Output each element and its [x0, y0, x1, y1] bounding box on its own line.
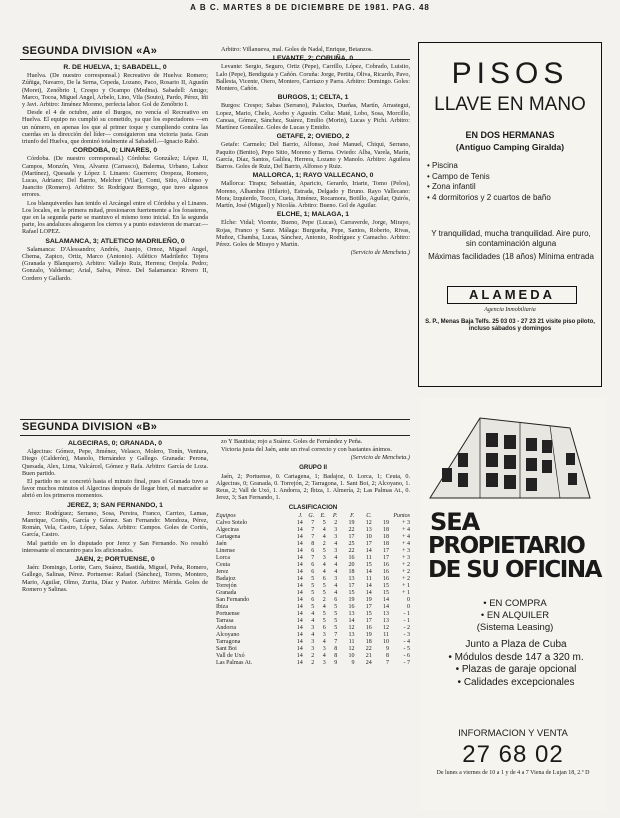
standings-value: 19 [348, 596, 355, 603]
standings-value: 5 [322, 582, 326, 589]
news-credit: (Servicio de Mencheta.) [350, 454, 410, 462]
division-b-column-1 [22, 438, 208, 808]
standings-value: 5 [311, 589, 315, 596]
standings-value: 4 [322, 526, 326, 533]
standings-row [216, 562, 410, 569]
ad-pisos-highlight: Máximas facilidades (18 años) Mínima entrada [428, 252, 594, 261]
standings-value: 18 [383, 540, 390, 547]
standings-value: 13 [365, 526, 372, 533]
ad-pisos-title: PISOS [451, 57, 569, 90]
standings-value: 10 [365, 533, 372, 540]
standings-value: 14 [365, 547, 372, 554]
standings-value: 4 [334, 561, 338, 568]
standings-value: - 4 [403, 638, 410, 645]
ad-pisos-location-detail: (Antiguo Camping Giralda) [455, 142, 565, 152]
standings-value: 2 [334, 519, 338, 526]
standings-value: 3 [334, 526, 338, 533]
team-name: Andorra [216, 624, 236, 631]
standings-value: 14 [296, 547, 303, 554]
standings-value: 14 [296, 568, 303, 575]
standings-value: 3 [334, 575, 338, 582]
group-heading: CLASIFICACION [288, 503, 338, 511]
standings-value: 7 [334, 638, 338, 645]
standings-value: 3 [322, 554, 326, 561]
standings-row [216, 632, 410, 639]
ad-oficina-feature: • Calidades excepcionales [457, 676, 575, 688]
ad-oficina-features [428, 639, 604, 689]
standings-row [216, 555, 410, 562]
standings-value: 2 [311, 659, 315, 666]
match-heading: SALAMANCA, 3; ATLETICO MADRILEÑO, 0 [45, 237, 185, 245]
standings-value: 11 [365, 575, 372, 582]
ad-oficina-option: • EN COMPRA [483, 598, 547, 609]
standings-value: 11 [348, 638, 355, 645]
standings-value: 13 [383, 617, 390, 624]
standings-value: 16 [348, 603, 355, 610]
standings-row [216, 597, 410, 604]
standings-value: 19 [348, 519, 355, 526]
standings-value: 7 [334, 631, 338, 638]
standings-value: + 2 [402, 575, 410, 582]
standings-value: + 4 [402, 533, 410, 540]
standings-value: 5 [322, 589, 326, 596]
standings-value: 3 [311, 624, 315, 631]
standings-value: 5 [311, 575, 315, 582]
standings-row [216, 625, 410, 632]
standings-value: 4 [334, 554, 338, 561]
standings-row [216, 604, 410, 611]
group-heading: GRUPO II [299, 463, 327, 471]
standings-value: 5 [334, 603, 338, 610]
standings-value: 19 [383, 519, 390, 526]
match-heading: ALGECIRAS, 0; GRANADA, 0 [67, 440, 163, 447]
standings-row [216, 639, 410, 646]
standings-value: + 1 [402, 582, 410, 589]
article-paragraph: Huelva. (De nuestro corresponsal.) Recreativo de Huelva: Romero; Zúñiga, Navarro, De la Serna, Cepeda, Lozano, Paco, Rosario II, Agustín (Moret), Zenóbrio I, Crespo y Ocampo (Medina). Sabadell: Amigo; Marco, Tocoa, Miguel Angel, Arbelo, Lino, Vila (Souto), Pardo, Pérez, Iñi y Javi. Arbitro: Jiménez Moreno, perfecta labor. Gol de Zenóbrio I. [22, 72, 208, 109]
standings-value: 4 [334, 582, 338, 589]
standings-value: 10 [383, 638, 390, 645]
ad-pisos-location: EN DOS HERMANAS [465, 130, 555, 140]
standings-row [216, 660, 410, 667]
article-paragraph: Jerez: Rodríguez; Serrano, Sosa, Pereira, Franco, Carrizo, Lamas, Manrique, Cortés, García y Gómez. San Fernando: Mendoza, Pérez, Román, Vela, Castro, López, Salas. Arbitro: Campos. Goles de Cortés, García, Castro. [22, 509, 208, 539]
standings-header-cell: Equipos [216, 512, 236, 519]
ad-oficina-headline-2: PROPIETARIO DE SU OFICINA [428, 533, 601, 583]
ad-pisos-paragraph: Y tranquilidad, mucha tranquilidad. Aire puro, sin contaminación alguna [431, 229, 591, 248]
team-name: Sant Boi [216, 645, 237, 652]
standings-value: 14 [296, 589, 303, 596]
standings-value: 14 [296, 519, 303, 526]
standings-row [216, 653, 410, 660]
standings-value: 5 [322, 610, 326, 617]
ad-pisos-feature: • Campo de Tenis [427, 172, 597, 183]
team-name: Las Palmas At. [216, 659, 253, 666]
article-paragraph: zo Y Bautista; rojo a Suárez. Goles de Fernández y Peña. [221, 438, 363, 445]
standings-value: 7 [311, 519, 315, 526]
standings-value: - 3 [403, 631, 410, 638]
standings-value: + 1 [402, 589, 410, 596]
standings-value: 6 [322, 575, 326, 582]
standings-value: 8 [386, 652, 390, 659]
match-heading: MALLORCA, 1; RAYO VALLECANO, 0 [252, 172, 374, 180]
article-paragraph: Salamanca: D'Alessandro; Andrés, Juanjo, Ornoz, Miguel Angel, Chema, Zapico, Ortiz, Marco (Antonio). Atlético Madrileño: Tejera (Granada y Blanquero). Arbitro: Vallejo Ruiz, Herrera; Orejola. Pedro; Gonzalo, Valdemar; Arial, Salva, Pérez. Del Salamanca: Rivero II, Cordero y Gallardo. [22, 245, 208, 282]
team-name: San Fernando [216, 596, 250, 603]
standings-value: 12 [365, 519, 372, 526]
division-b-rule [20, 435, 410, 436]
standings-value: 11 [365, 554, 372, 561]
division-b-column-2 [216, 438, 410, 810]
team-name: Portuense [216, 610, 240, 617]
division-b-top-rule [20, 419, 410, 420]
standings-value: 6 [311, 596, 315, 603]
standings-header-cell: J. [298, 512, 303, 519]
standings-header-cell: Puntos [393, 512, 410, 519]
standings-value: 4 [322, 533, 326, 540]
standings-value: 18 [383, 526, 390, 533]
ad-pisos-feature: • Zona infantil [427, 182, 597, 193]
standings-value: 17 [348, 533, 355, 540]
standings-value: 14 [296, 603, 303, 610]
standings-value: 17 [383, 554, 390, 561]
match-heading: BURGOS, 1; CELTA, 1 [277, 94, 349, 102]
page-header: A B C. MARTES 8 DE DICIEMBRE DE 1981. PAG. 48 [190, 3, 430, 12]
standings-row [216, 590, 410, 597]
standings-value: 3 [311, 645, 315, 652]
standings-value: 16 [383, 575, 390, 582]
standings-value: 5 [311, 582, 315, 589]
standings-header-cell: E. [320, 512, 326, 519]
standings-value: 2 [322, 540, 326, 547]
standings-value: + 3 [402, 554, 410, 561]
team-name: Jaén [216, 540, 227, 547]
standings-value: + 3 [402, 547, 410, 554]
article-paragraph: Elche: Vidal; Vicente, Bueno, Pepe (Lucas), Carraverde, Jorge, Mirayo, Rojas, Franco y Sanz. Málaga: Burgueña, Pepe, Santos, Roberto, Rivas, Muñoz, Chamba, Lucas, Sánchez, Antonio, Rodríguez y Camacho. Arbitro: Pérez. Goles de Mirayo y Martín. [216, 219, 410, 249]
article-paragraph: Mal partido en lo disputado por Jerez y San Fernando. No resultó interesante el encuentro para los aficionados. [22, 539, 208, 554]
standings-value: 2 [311, 652, 315, 659]
standings-value: 14 [348, 617, 355, 624]
standings-row [216, 520, 410, 527]
article-paragraph: Getafe: Carmelo; Del Barrio, Alfonso, José Manuel, Chiqui, Serrano, Paquito (Benito), Pepo Sitio, Moreno y Berna. Oviedo: Alba, Varela, Marín, García, Díaz, Santos, Galilea, Herrera, Lozano y Manolo. Arbitro: Aguilera Barros. Goles de Ruiz, Del Barrio, Alfonso y Ruiz. [216, 141, 410, 171]
division-a-column-2 [216, 46, 410, 418]
ad-pisos-features [427, 161, 597, 203]
standings-value: 5 [334, 610, 338, 617]
standings-value: 5 [322, 519, 326, 526]
team-name: Granada [216, 589, 237, 596]
article-paragraph: Córdoba. (De nuestro corresponsal.) Córdoba: González; López II, Campos, Monzón, Vera, Alvarez (Carrasco), Balerma, Urbano, Lahoz (Martínez), Quesada y López I. Linares: Guerrero; Oropeza, Romero, Lucas, Adriano; Del Barrio, Melchor (Vilar), Comi, Sitio, Alfonso y Juancito (Romero). Arbitro: Sr. Rodríguez Borrego, que tuvo algunos errores. [22, 155, 208, 199]
standings-value: 8 [334, 645, 338, 652]
standings-value: + 4 [402, 540, 410, 547]
standings-value: 16 [348, 554, 355, 561]
standings-value: 14 [296, 652, 303, 659]
article-paragraph: Burgos: Crespo; Sabas (Serrano), Palacios, Dueñas, Martín, Arrastegui, Lopez, Mario, Chelo, Acebo y Agustín. Celta: Maté, Lobo, Sosa, Morcillo, Canoas, Gómez, Sánchez, Suárez, Emilio (Morin), Lucas y Pichi. Arbitro: Martínez González. Goles de Lucas y Emidio. [216, 102, 410, 132]
standings-row [216, 576, 410, 583]
standings-value: 14 [296, 554, 303, 561]
standings-value: 14 [365, 582, 372, 589]
standings-value: - 2 [403, 624, 410, 631]
standings-value: 4 [334, 540, 338, 547]
article-paragraph: Jaén: Domingo, Lorite, Caro, Suárez, Bastida, Miguel, Peña, Romero, Gallego, Salinas, Pérez. Portuense: Rafael (Sánchez), Torres, Montero, Mario, Aguilar, Olmo, Zurita, Díaz y Pastor. Arbitro: Mérida. Goles de Romero y Salinas. [22, 564, 208, 593]
standings-value: 14 [365, 589, 372, 596]
ad-oficina-feature: • Plazas de garaje opcional [455, 664, 577, 675]
standings-row [216, 534, 410, 541]
standings-row [216, 527, 410, 534]
article-paragraph: Victoria justa del Jaén, ante un rival correcto y con bastantes ánimos. [221, 446, 392, 454]
standings-value: 14 [365, 568, 372, 575]
standings-value: 9 [334, 659, 338, 666]
standings-value: 6 [334, 596, 338, 603]
standings-value: 14 [296, 638, 303, 645]
standings-value: 5 [334, 617, 338, 624]
standings-table [216, 513, 410, 667]
article-paragraph: Algeciras: Gómez, Pepe, Jiménez, Velasco, Molero, Tonín, Ventura, Diego (Calderón), Manolo, Hernández y Gallego. Granada: Perona, Quesada, Alex, Lima, Valcárcel, Gómez y Rafa. Arbitro: García de Loza. Buen partido. [22, 448, 208, 477]
standings-value: 15 [365, 610, 372, 617]
standings-value: 4 [322, 561, 326, 568]
standings-value: 14 [296, 631, 303, 638]
team-name: Cartagena [216, 533, 241, 540]
standings-value: + 2 [402, 568, 410, 575]
standings-value: + 4 [402, 526, 410, 533]
standings-value: 14 [296, 533, 303, 540]
ad-oficina-options [430, 598, 600, 634]
standings-value: 0 [407, 596, 410, 603]
standings-value: 13 [348, 575, 355, 582]
division-a-column-1 [22, 62, 208, 418]
standings-value: 16 [383, 568, 390, 575]
standings-value: 14 [296, 610, 303, 617]
team-name: Tarragona [216, 638, 241, 645]
team-name: Torrejón [216, 582, 237, 589]
standings-value: 3 [322, 659, 326, 666]
standings-value: 13 [348, 631, 355, 638]
standings-value: 17 [383, 547, 390, 554]
standings-value: 4 [322, 568, 326, 575]
ad-oficina [420, 398, 606, 810]
standings-value: 15 [383, 582, 390, 589]
standings-value: 3 [322, 645, 326, 652]
standings-value: 13 [383, 610, 390, 617]
ad-oficina-feature: • Módulos desde 147 a 320 m. [448, 651, 584, 663]
team-name: Ceuta [216, 561, 230, 568]
ad-oficina-option: (Sistema Leasing) [476, 622, 554, 633]
ad-pisos-feature: • Piscina [427, 161, 597, 172]
standings-value: 4 [311, 617, 315, 624]
ad-pisos-subtitle: LLAVE EN MANO [434, 94, 586, 115]
standings-value: 22 [348, 547, 355, 554]
standings-row [216, 548, 410, 555]
standings-value: 14 [383, 596, 390, 603]
standings-value: 8 [311, 540, 315, 547]
standings-value: 8 [334, 652, 338, 659]
ad-pisos [418, 42, 602, 387]
standings-value: 15 [348, 589, 355, 596]
standings-value: + 2 [402, 561, 410, 568]
ad-pisos-logo: ALAMEDA [447, 286, 577, 304]
standings-value: 15 [383, 589, 390, 596]
ad-oficina-option: • EN ALQUILER [480, 610, 550, 621]
standings-value: 14 [296, 617, 303, 624]
standings-row [216, 646, 410, 653]
article-paragraph: Los blanquiverdes han tenido el Arcángel entre el Córdoba y el Linares. Los locales, en la primera mitad, presionaron fuertemente a los forasteros, que en la segunda parte se mantuvo el mismo tono inicial. En la segunda parte, los andaluces ahogaron los cierres y a punto estuvieron de marcar.—Rafael LOPEZ. [22, 199, 208, 236]
standings-value: 5 [322, 617, 326, 624]
standings-value: 18 [383, 533, 390, 540]
standings-value: 4 [322, 603, 326, 610]
standings-value: 7 [311, 554, 315, 561]
standings-value: 21 [365, 652, 372, 659]
news-credit: (Servicio de Mencheta.) [350, 249, 410, 257]
match-heading: JAEN, 2; PORTUENSE, 0 [75, 556, 155, 564]
standings-row [216, 569, 410, 576]
standings-value: 9 [351, 659, 355, 666]
standings-value: 22 [365, 645, 372, 652]
team-name: Calvo Sotelo [216, 519, 248, 526]
standings-value: 14 [296, 540, 303, 547]
article-paragraph: Arbitro: Villanueva, mal. Goles de Nadal, Enrique, Betanzos. [221, 46, 373, 53]
standings-value: 7 [311, 526, 315, 533]
match-heading: GETAFE, 2; OVIEDO, 2 [276, 133, 350, 141]
standings-value: 14 [296, 645, 303, 652]
standings-value: 14 [296, 575, 303, 582]
standings-value: 4 [322, 638, 326, 645]
standings-value: 14 [383, 603, 390, 610]
match-heading: CORDOBA, 0; LINARES, 0 [72, 147, 158, 155]
division-a-title: SEGUNDA DIVISION «A» [22, 45, 158, 57]
standings-row [216, 618, 410, 625]
standings-value: 3 [311, 638, 315, 645]
ad-oficina-feature: Junto a Plaza de Cuba [465, 639, 567, 650]
standings-value: 3 [322, 631, 326, 638]
standings-value: 16 [365, 624, 372, 631]
standings-value: 17 [365, 540, 372, 547]
standings-value: 12 [383, 624, 390, 631]
standings-value: 14 [296, 596, 303, 603]
standings-value: 0 [407, 603, 410, 610]
match-heading: JEREZ, 3; SAN FERNANDO, 1 [67, 501, 163, 509]
standings-value: 13 [348, 610, 355, 617]
standings-value: 19 [365, 596, 372, 603]
standings-value: 14 [296, 561, 303, 568]
team-name: Tarrasa [216, 617, 234, 624]
standings-value: 17 [365, 617, 372, 624]
team-name: Linense [216, 547, 235, 554]
standings-value: 6 [311, 568, 315, 575]
match-heading: ELCHE, 1; MALAGA, 1 [276, 211, 350, 219]
standings-value: 7 [311, 533, 315, 540]
team-name: Alcoyano [216, 631, 240, 638]
office-building-illustration [420, 398, 606, 510]
standings-header-cell: C. [366, 512, 372, 519]
standings-header-cell: P. [332, 512, 338, 519]
article-paragraph: Desde el 4 de octubre, ante el Burgos, no vencía el Recreativo en Huelva. El equipo no cumplió su cometido, ya que los espectadores —en un número, en apenas los que al primer toque y cumpliendo contra las cuerdas en la dirección del líder— consiguieron una victoria justa. Gran triunfo del Huelva, que dominó totalmente al Sabadell.—Ignacio Rabó. [22, 109, 208, 146]
standings-value: 14 [296, 582, 303, 589]
standings-value: 4 [334, 589, 338, 596]
standings-value: 15 [365, 561, 372, 568]
match-heading: R. DE HUELVA, 1; SABADELL, 0 [63, 64, 167, 71]
standings-value: 5 [322, 547, 326, 554]
ad-pisos-feature: • 4 dormitorios y 2 cuartos de baño [427, 193, 597, 204]
ad-pisos-description [427, 229, 595, 262]
standings-value: 19 [365, 631, 372, 638]
standings-value: 9 [386, 645, 390, 652]
team-name: Lorca [216, 554, 230, 561]
standings-value: - 5 [403, 645, 410, 652]
standings-value: 4 [322, 652, 326, 659]
standings-value: 16 [383, 561, 390, 568]
ad-oficina-headline-1: SEA [430, 508, 480, 536]
standings-value: 6 [311, 561, 315, 568]
standings-value: - 1 [403, 610, 410, 617]
standings-value: 5 [334, 624, 338, 631]
standings-value: 24 [365, 659, 372, 666]
article-paragraph: Levante: Sergio, Seguro, Ortiz (Pepe), Carrillo, López, Cobrado, Luisito, Lalo (Pepe), Bendiguia y Cañón. Coruña: Jorge, Pertita, Oliva, Ricardo, Pavo, Ballesta, Vicente, Otero, Montero, Carriazo y Parra. Arbitro: Domingo. Goles: Montero, Cañón. [216, 63, 410, 93]
article-paragraph: El partido no se concretó hasta el minuto final, pues el Granada tuvo a favor muchos minutos el Algeciras después de llegar bien, el marcador se abrió en los primeros momentos. [22, 478, 208, 500]
standings-value: 12 [348, 624, 355, 631]
standings-value: 4 [311, 631, 315, 638]
standings-row [216, 583, 410, 590]
standings-value: 5 [311, 603, 315, 610]
standings-value: 18 [348, 568, 355, 575]
article-paragraph: Jaén, 2; Portuense, 0. Cartagena, 1; Badajoz, 0. Lorca, 1; Ceuta, 0. Algeciras, 0; Granada, 0. Torrejón, 2; Tarragona, 1. Sant Boi, 2; Alcoyano, 1. Reus, 2; Vall de Uxó, 1. Andorra, 2; Ibiza, 1. Almería, 2; Las Palmas At., 0. Jerez, 3; San Fernando, 1. [216, 472, 410, 502]
standings-value: 4 [311, 610, 315, 617]
standings-value: + 3 [402, 519, 410, 526]
standings-header-row [216, 513, 410, 520]
standings-row [216, 541, 410, 548]
standings-value: 6 [322, 624, 326, 631]
standings-value: 17 [365, 603, 372, 610]
match-heading: LEVANTE, 2; CORUÑA, 0 [272, 55, 354, 63]
standings-value: 14 [296, 659, 303, 666]
standings-value: 14 [296, 624, 303, 631]
standings-value: 18 [365, 638, 372, 645]
standings-value: - 6 [403, 652, 410, 659]
standings-header-cell: F. [350, 512, 355, 519]
standings-header-cell: G. [308, 512, 315, 519]
team-name: Badajoz [216, 575, 236, 582]
standings-value: - 7 [403, 659, 410, 666]
standings-value: 3 [334, 547, 338, 554]
standings-value: 20 [348, 561, 355, 568]
article-paragraph: Mallorca: Tirapu; Sebastián, Aparicio, Gerardo, Iriarte, Tomo (Pelos), Moreno, Alhambra (Hilario), Estrada, Delgado y Bruno. Rayo Vallecano: Mora; Izquierdo, Tocco, Cueta, Jiménez, Rocamora, Botillo, Aguilar, Quirós, Martín, José (Miguel) y Nicolás. Arbitro: Bueno. Gol de Aguilar. [216, 180, 410, 210]
team-name: Algeciras [216, 526, 239, 533]
division-b-column-2-text [216, 438, 410, 511]
standings-value: 25 [348, 540, 355, 547]
ad-pisos-agency: Agencia Inmobiliaria [484, 307, 536, 313]
standings-value: 22 [348, 526, 355, 533]
ad-oficina-phone: 27 68 02 [462, 741, 564, 768]
ad-pisos-contact: S. P., Menas Baja Telfs. 25 03 03 - 27 23 21 visite piso piloto, incluso sábados y domingos [425, 319, 595, 332]
standings-value: 11 [383, 631, 390, 638]
standings-value: 3 [334, 533, 338, 540]
standings-value: 2 [322, 596, 326, 603]
team-name: Ibiza [216, 603, 228, 610]
standings-value: - 1 [403, 617, 410, 624]
standings-value: 14 [296, 526, 303, 533]
standings-value: 10 [348, 652, 355, 659]
standings-value: 17 [348, 582, 355, 589]
team-name: Vall de Uxó [216, 652, 245, 659]
standings-value: 6 [311, 547, 315, 554]
standings-value: 7 [386, 659, 390, 666]
division-b-title: SEGUNDA DIVISION «B» [22, 421, 158, 433]
ad-oficina-info: INFORMACION Y VENTA [458, 728, 568, 739]
standings-row [216, 611, 410, 618]
ad-oficina-hours: De lunes a viernes de 10 a 1 y de 4 a 7 Viena de Lujan 18, 2.º D [436, 770, 590, 776]
standings-value: 4 [334, 568, 338, 575]
standings-value: 12 [348, 645, 355, 652]
team-name: Jerez [216, 568, 229, 575]
